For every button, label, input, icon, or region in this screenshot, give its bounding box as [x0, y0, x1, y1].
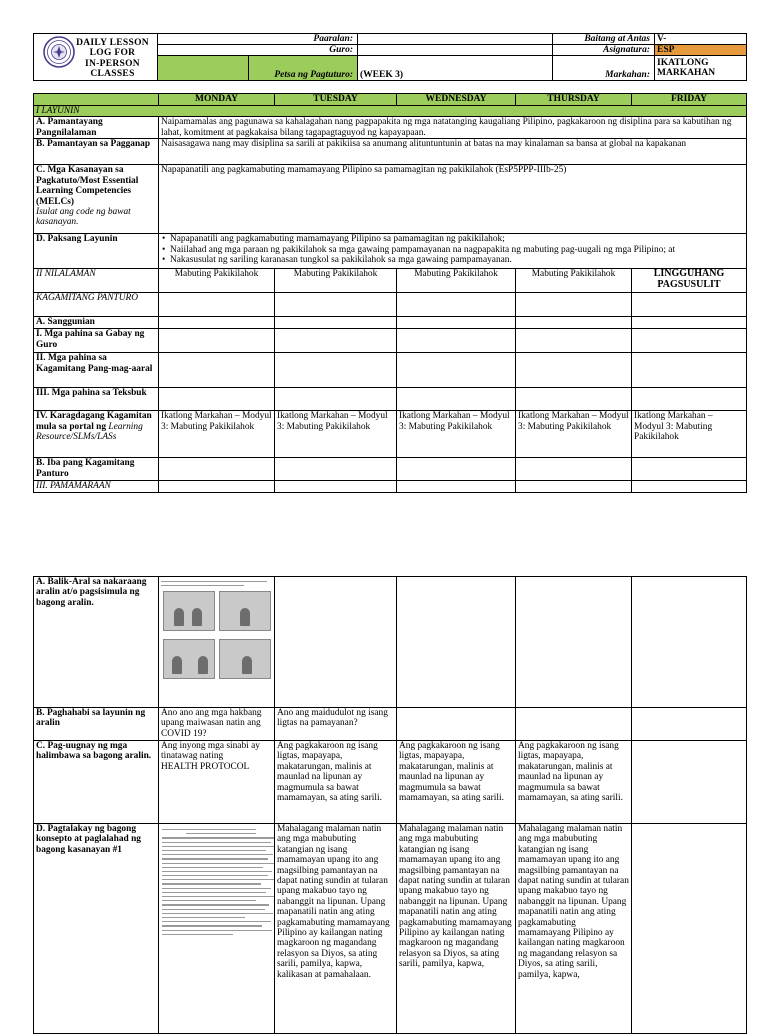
pag-uugnay-monday-protocol: HEALTH PROTOCOL	[161, 761, 250, 772]
pagtalakay-thursday: Mahalagang malaman natin ang mga mabubuting katangian ng isang mamamayan upang ito ang magsilbing pamantayan na dapat nating sundin at tularan upang makabuo tayo ng nabanggit na lipunan. Upang mapanatili natin ang ating pagkamabuting mamamayang Pilipino ay kailangan nating magkaroon ng magandang relasyon sa Diyos, sa ating sarili, pamilya, kapwa,	[516, 824, 632, 1034]
kagamitang-panturo-label: KAGAMITANG PANTURO	[34, 293, 159, 317]
day-thursday: THURSDAY	[516, 94, 632, 106]
pag-uugnay-label: C. Pag-uugnay ng mga halimbawa sa bagong aralin.	[34, 741, 159, 824]
lingguhang-pagsusulit: LINGGUHANG PAGSUSULIT	[632, 269, 747, 293]
day-header-empty	[34, 94, 159, 106]
nilalaman-monday: Mabuting Pakikilahok	[159, 269, 275, 293]
pagtalakay-label: D. Pagtalakay ng bagong konsepto at paglalahad ng bagong kasanayan #1	[34, 824, 159, 1034]
asignatura-label: Asignatura:	[553, 45, 655, 56]
worksheet-image	[219, 639, 271, 679]
baitang-value: V-	[655, 34, 747, 45]
list-item: • Napapanatili ang pagkamabuting mamamayang Pilipino sa pamamagitan ng pakikilahok;	[170, 234, 744, 244]
pagtalakay-wednesday: Mahalagang malaman natin ang mga mabubuting katangian ng isang mamamayan upang ito ang magsilbing pamantayan na dapat nating sundin at tularan upang makabuo tayo ng nabanggit na lipunan. Upang mapanatili natin ang ating pagkamabuting mamamayang Pilipino ay kailangan nating magkaroon ng magandang relasyon sa Diyos, sa ating sarili, pamilya, kapwa,	[397, 824, 516, 1034]
asignatura-value: ESP	[655, 45, 747, 56]
petsa-label: Petsa ng Pagtuturo:	[249, 56, 358, 81]
worksheet-image	[219, 591, 271, 631]
karagdagang-label-cell	[34, 411, 159, 458]
pamantayan-sa-pagganap-label: B. Pamantayan sa Pagganap	[34, 139, 159, 165]
paksang-layunin-value	[159, 234, 747, 269]
sanggunian-label: A. Sanggunian	[34, 317, 159, 329]
list-item: • Naiilahad ang mga paraan ng pakikilahok sa mga gawaing pampamayanan na nagpapakita ng mabuting pag-uugali ng mga Pilipino; at	[170, 245, 744, 255]
worksheet-thumbnail	[161, 581, 275, 684]
pamamaraan-label: III. PAMAMARAAN	[34, 481, 159, 493]
nilalaman-wednesday: Mabuting Pakikilahok	[397, 269, 516, 293]
paksang-layunin-list	[161, 234, 744, 265]
iba-pang-kagamitan-label: B. Iba pang Kagamitang Panturo	[34, 458, 159, 481]
pag-uugnay-monday	[159, 741, 275, 824]
karagdagang-wednesday: Ikatlong Markahan – Modyul 3: Mabuting Pakikilahok	[397, 411, 516, 458]
day-wednesday: WEDNESDAY	[397, 94, 516, 106]
nilalaman-tuesday: Mabuting Pakikilahok	[275, 269, 397, 293]
melcs-label-cell	[34, 165, 159, 234]
pagtalakay-worksheet-cell	[159, 824, 275, 1034]
deped-seal-icon	[43, 36, 75, 68]
worksheet-image	[163, 639, 215, 679]
pag-uugnay-wednesday: Ang pagkakaroon ng isang ligtas, mapayapa, makatarungan, malinis at maunlad na lipunan ay magmumula sa bawat mamamayan, sa ating sarili.	[397, 741, 516, 824]
worksheet-image	[163, 591, 215, 631]
markahan-value-line1: IKATLONG	[657, 58, 709, 68]
day-monday: MONDAY	[159, 94, 275, 106]
pamantayang-pangnilalaman-label: A. Pamantayang Pangnilalaman	[34, 117, 159, 139]
melcs-value: Napapanatili ang pagkamabuting mamamayang Pilipino sa pamamagitan ng pakikilahok (EsP5PPP-IIIb-25)	[159, 165, 747, 234]
pamantayang-pangnilalaman-value: Naipamamalas ang pagunawa sa kahalagahan nang pagpapakita ng mga natatanging kaugaliang Pilipino, pagkakaroon ng disiplina para sa kabutihan ng lahat, komitment at pagkakaisa bilang tagapagtaguyod ng kapayapaan.	[159, 117, 747, 139]
melcs-label: C. Mga Kasanayan sa Pagkatuto/Most Essential Learning Competencies (MELCs)	[36, 165, 139, 207]
markahan-value-line2: MARKAHAN	[657, 68, 716, 78]
paghahabi-label: B. Paghahabi sa layunin ng aralin	[34, 708, 159, 741]
pag-uugnay-tuesday: Ang pagkakaroon ng isang ligtas, mapayapa, makatarungan, malinis at maunlad na lipunan ay magmumula sa bawat mamamayan, sa ating sarili.	[275, 741, 397, 824]
nilalaman-label: II NILALAMAN	[34, 269, 159, 293]
karagdagang-label-italic: Learning Resource/SLMs/LASs	[36, 421, 143, 443]
pamantayan-sa-pagganap-value: Naisasagawa nang may disiplina sa sarili at pakikiisa sa anumang alituntuntunin at batas na may kinalaman sa bansa at global na kapakanan	[159, 139, 747, 165]
worksheet-thumbnail	[162, 829, 275, 935]
header-title-line1: DAILY LESSON LOG FOR	[76, 38, 149, 58]
paksang-layunin-label: D. Paksang Layunin	[34, 234, 159, 269]
paaralan-label: Paaralan:	[158, 34, 358, 45]
balik-aral-worksheet-cell	[159, 577, 275, 708]
karagdagang-label: IV. Karagdagang Kagamitan mula sa portal ng	[36, 411, 152, 432]
pag-uugnay-thursday: Ang pagkakaroon ng isang ligtas, mapayapa, makatarungan, malinis at maunlad na lipunan ay magmumula sa bawat mamamayan, sa ating sarili.	[516, 741, 632, 824]
layunin-row: I LAYUNIN	[34, 106, 747, 117]
paaralan-value	[358, 34, 553, 45]
day-friday: FRIDAY	[632, 94, 747, 106]
day-tuesday: TUESDAY	[275, 94, 397, 106]
pagtalakay-tuesday: Mahalagang malaman natin ang mga mabubuting katangian ng isang mamamayan upang ito ang magsilbing pamantayan na dapat nating sundin at tularan upang makabuo tayo ng nabanggit na lipunan. Upang mapanatili natin ang ating pagkamabuting mamamayang Pilipino ay kailangan nating magkaroon ng magandang relasyon sa Diyos, sa ating sarili, pamilya, kapwa, kalikasan at pamahalaan.	[275, 824, 397, 1034]
guro-value	[358, 45, 553, 56]
karagdagang-thursday: Ikatlong Markahan – Modyul 3: Mabuting Pakikilahok	[516, 411, 632, 458]
header-green-spacer	[158, 56, 249, 81]
pag-uugnay-monday-text: Ang inyong mga sinabi ay tinatawag nating	[161, 741, 260, 762]
karagdagang-tuesday: Ikatlong Markahan – Modyul 3: Mabuting Pakikilahok	[275, 411, 397, 458]
day-header-row	[34, 94, 747, 106]
header-table	[33, 33, 747, 81]
karagdagang-friday: Ikatlong Markahan – Modyul 3: Mabuting Pakikilahok	[632, 411, 747, 458]
header-title-line2: IN-PERSON CLASSES	[85, 59, 140, 79]
guro-label: Guro:	[158, 45, 358, 56]
paghahabi-tuesday: Ano ang maidudulot ng isang ligtas na pamayanan?	[275, 708, 397, 741]
melcs-sub: Isulat ang code ng bawat kasanayan.	[36, 207, 131, 228]
markahan-value	[655, 56, 747, 81]
petsa-value: (WEEK 3)	[358, 56, 553, 81]
kagamitang-pang-mag-aaral-label: II. Mga pahina sa Kagamitang Pang-mag-aaral	[34, 353, 159, 388]
teksbuk-label: III. Mga pahina sa Teksbuk	[34, 388, 159, 411]
balik-aral-label: A. Balik-Aral sa nakaraang aralin at/o pagsisimula ng bagong aralin.	[34, 577, 159, 708]
gabay-ng-guro-label: I. Mga pahina sa Gabay ng Guro	[34, 329, 159, 353]
markahan-label: Markahan:	[553, 56, 655, 81]
nilalaman-thursday: Mabuting Pakikilahok	[516, 269, 632, 293]
karagdagang-monday: Ikatlong Markahan – Modyul 3: Mabuting Pakikilahok	[159, 411, 275, 458]
baitang-label: Baitang at Antas	[553, 34, 655, 45]
list-item: • Nakasusulat ng sariling karanasan tungkol sa pakikilahok sa mga gawaing pampamayanan.	[170, 255, 744, 265]
paghahabi-monday: Ano ano ang mga hakbang upang maiwasan natin ang COVID 19?	[159, 708, 275, 741]
lesson-log-table	[33, 93, 747, 493]
lesson-log-table-continued	[33, 576, 747, 1034]
